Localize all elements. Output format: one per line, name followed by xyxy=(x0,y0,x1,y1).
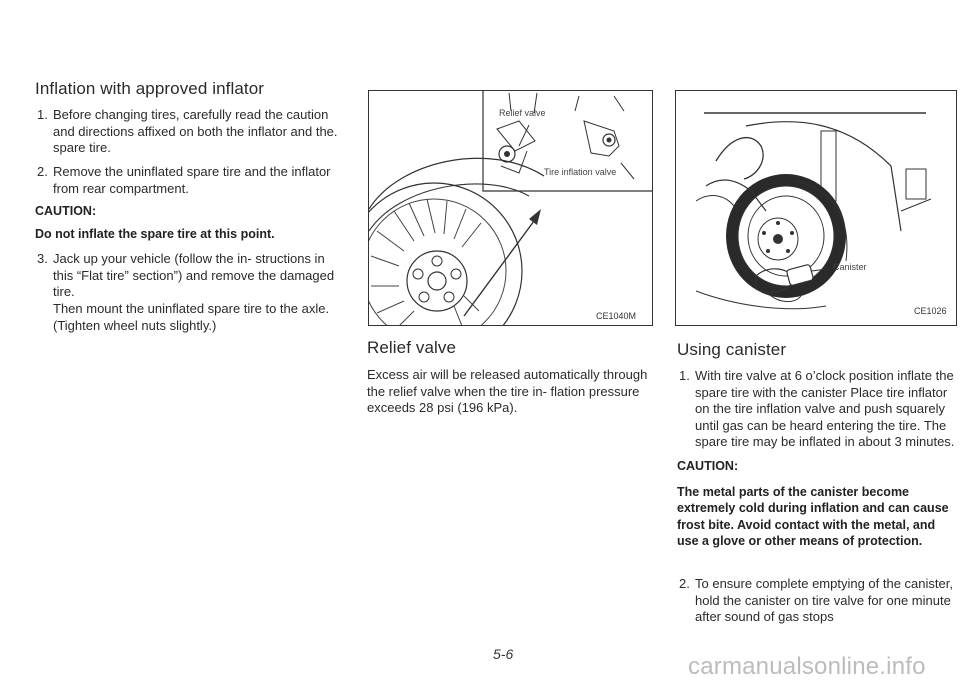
section-heading-inflation: Inflation with approved inflator xyxy=(35,79,265,98)
figure-code: CE1026 xyxy=(914,306,947,316)
caution-label: CAUTION: xyxy=(677,459,739,473)
callout-tire-inflation-valve: Tire inflation valve xyxy=(544,167,617,177)
list-number: 1. xyxy=(37,107,48,122)
section-heading-canister: Using canister xyxy=(677,340,787,359)
caution-text: Do not inflate the spare tire at this point. xyxy=(35,227,275,241)
caution-label: CAUTION: xyxy=(35,204,97,218)
figure-spare-tire-valves xyxy=(368,90,653,326)
list-item xyxy=(37,251,347,301)
figure-code: CE1040M xyxy=(596,311,637,321)
list-number: 2. xyxy=(679,576,690,591)
list-item xyxy=(37,107,347,157)
list-item xyxy=(37,164,347,197)
watermark: carmanualsonline.info xyxy=(688,653,926,680)
page-number: 5-6 xyxy=(493,646,514,662)
list-text: With tire valve at 6 o’clock position inflate the spare tire with the canister Place tire inflator on the tire inflation valve and push squarely until gas can be heard entering the tire. The spare tire may be inflated in about 3 minutes. xyxy=(695,368,955,450)
section-heading-relief: Relief valve xyxy=(367,338,457,357)
list-item xyxy=(679,576,960,626)
callout-canister: Canister xyxy=(833,262,867,272)
paragraph: Then mount the uninflated spare tire to the axle. (Tighten wheel nuts slightly.) xyxy=(53,301,330,333)
list-text: To ensure complete emptying of the canister, hold the canister on tire valve for one minute after sound of gas stops xyxy=(695,576,953,625)
paragraph: Excess air will be released automatically through the relief valve when the tire in- flation pressure exceeds 28 psi (196 kPa). xyxy=(367,367,648,416)
list-number: 1. xyxy=(679,368,690,383)
list-text: Before changing tires, carefully read the caution and directions affixed on both the inflator and the. spare tire. xyxy=(53,107,338,156)
figure-using-canister xyxy=(675,90,957,326)
canister-illustration xyxy=(676,91,956,325)
list-number: 3. xyxy=(37,251,48,266)
list-item xyxy=(679,368,960,451)
tire-wheel-illustration xyxy=(369,91,652,325)
caution-text: The metal parts of the canister become extremely cold during inflation and can cause frost bite. Avoid contact with the metal, and use a glove or other means of protection. xyxy=(677,485,949,549)
callout-relief-valve: Relief valve xyxy=(499,108,546,118)
list-text: Jack up your vehicle (follow the in- structions in this “Flat tire” section”) and remove the damaged tire. xyxy=(53,251,335,300)
list-number: 2. xyxy=(37,164,48,179)
list-text: Remove the uninflated spare tire and the inflator from rear compartment. xyxy=(53,164,331,196)
